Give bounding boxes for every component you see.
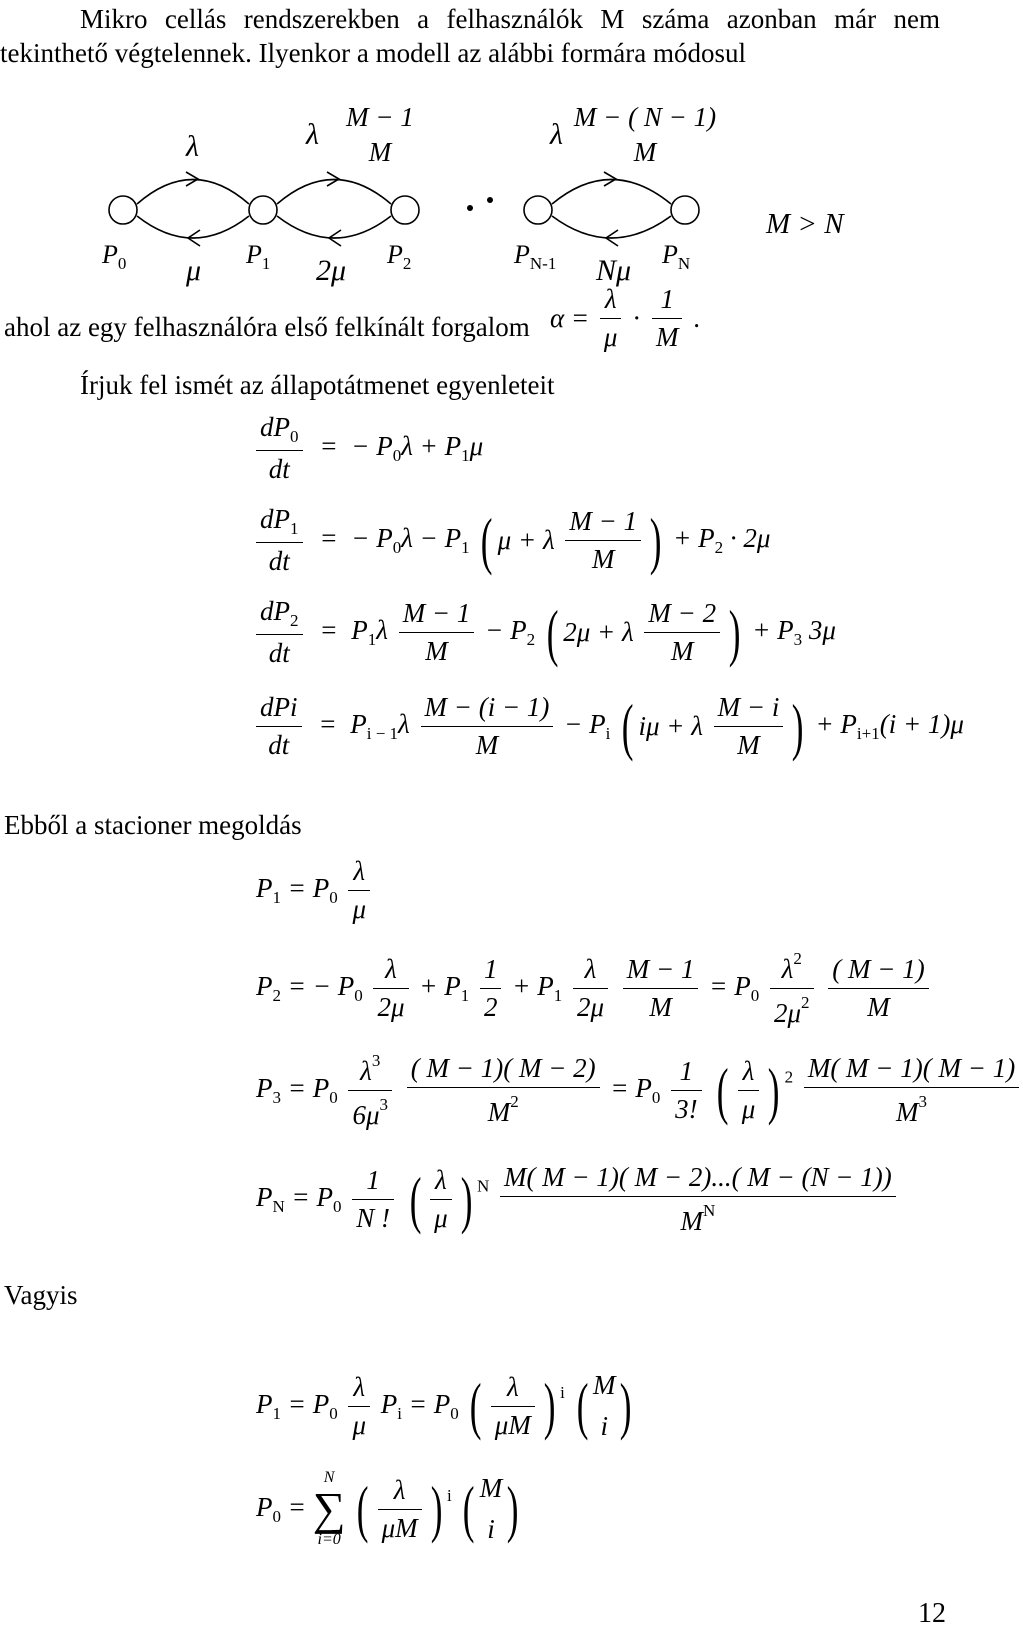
eq-p1: $P_1 = P_0$ $\frac{\lambda}{\mu}$ bbox=[256, 858, 374, 923]
eq-p2: $P_2$ = − $P_0$ $\frac{\lambda}{2\mu}$ + $P_1$ $\frac{1}{2}$ + $P_1$ $\frac{\lambda}{2\mu}$ $\frac{M - 1}{M}$ = $P_0$ $\frac{\lambda^2}{2\mu^2}$ $\frac{( M - 1)}{M}$ bbox=[256, 950, 933, 1027]
intro-text: Mikro cellás rendszerekben a felhasználók M száma azonban már nem tekinthető végtelennek. Ilyenkor a modell az alábbi formára módosul bbox=[0, 4, 940, 68]
rate-fraction-3-den: M bbox=[633, 137, 657, 167]
write-equations-text: Írjuk fel ismét az állapotátmenet egyenleteit bbox=[80, 370, 555, 400]
rate-fraction-3-num: M − ( N − 1) bbox=[573, 102, 717, 132]
eq-dpi: $\frac{\text{dPi}}{dt}$ = $P_{i - 1}\lambda$ $\frac{M - (i - 1)}{M}$ − $P_i$ ( iμ + λ $\frac{M - i}{M}$ ) + $P_{i+1}(i + 1)\mu$ bbox=[252, 694, 964, 759]
eq-dp0: $\frac{dP_0}{dt}$ = − $P_0\lambda + P_1\mu$ bbox=[252, 414, 483, 483]
rate-fraction-2-den: M bbox=[368, 137, 392, 167]
arc-forward-1 bbox=[137, 180, 249, 205]
rate-lambda-2: λ bbox=[306, 118, 319, 151]
rate-mu-3: Nμ bbox=[596, 254, 632, 287]
rate-fraction-2-num: M − 1 bbox=[346, 102, 414, 132]
dot-2 bbox=[487, 197, 493, 203]
state-label-p2: $P_2$ bbox=[387, 240, 412, 273]
state-label-p1: $P_1$ bbox=[246, 240, 271, 273]
alpha-text: ahol az egy felhasználóra első felkínált forgalom bbox=[4, 312, 530, 342]
state-circle-1 bbox=[249, 196, 277, 224]
vagyis-text: Vagyis bbox=[4, 1280, 78, 1310]
alpha-formula: α = $\frac{\lambda}{\mu}$ · $\frac{1}{M}$ . bbox=[550, 284, 700, 352]
intro-paragraph bbox=[0, 2, 940, 70]
page-number: 12 bbox=[918, 1598, 946, 1629]
eq-dp2: $\frac{dP_2}{dt}$ = $P_1\lambda$ $\frac{M - 1}{M}$ − $P_2$ ( 2μ + λ $\frac{M - 2}{M}$ ) + $P_3$ 3μ bbox=[252, 598, 836, 667]
eq-dp1: $\frac{dP_1}{dt}$ = − $P_0\lambda - P_1$ ( μ + λ $\frac{M - 1}{M}$ ) + $P_2 \cdot 2\mu$ bbox=[252, 506, 770, 575]
eq-p0-sum: $P_0 = N$ ∑ i=0 ( $\frac{\lambda}{\mu M}$ ) $^i$ ( M i ) bbox=[256, 1469, 519, 1548]
rate-mu-1: μ bbox=[186, 254, 202, 287]
arc-forward-2 bbox=[277, 180, 391, 205]
state-diagram bbox=[0, 100, 960, 300]
rate-fraction-2 bbox=[340, 104, 420, 166]
rate-lambda-3: λ bbox=[550, 118, 563, 151]
state-circle-2 bbox=[391, 196, 419, 224]
rate-fraction-3 bbox=[570, 104, 720, 166]
state-label-pn: $P_N$ bbox=[662, 240, 691, 273]
state-circle-0 bbox=[109, 196, 137, 224]
condition-m-gt-n: M > N bbox=[766, 208, 844, 240]
eq-p3: $P_3 = P_0$ $\frac{\lambda^3}{6\mu^3}$ $\frac{( M - 1)( M - 2)}{M^2}$ = $P_0$ $\frac{1}{3!}$ ( $\frac{\lambda}{\mu}$ ) $^2$ $\frac{M( M - 1)( M - 1)}{M^3}$ bbox=[256, 1052, 1023, 1129]
arc-forward-3 bbox=[552, 180, 671, 205]
state-circle-n bbox=[671, 196, 699, 224]
eq-p1-pi: $P_1 = P_0$ $\frac{\lambda}{\mu}$ $P_i = P_0$ ( $\frac{\lambda}{\mu M}$ ) $^i$ ( M i ) bbox=[256, 1370, 632, 1441]
dot-1 bbox=[467, 205, 473, 211]
state-label-pn-1: $P_{N-1}$ bbox=[514, 240, 557, 273]
rate-lambda-1: λ bbox=[186, 130, 199, 163]
eq-pn: $P_N = P_0$ $\frac{1}{N !}$ ( $\frac{\lambda}{\mu}$ ) $^N$ $\frac{M( M - 1)( M - 2)...( M - (N - 1))}{M^N}$ bbox=[256, 1164, 900, 1235]
state-label-p0: $P_0$ bbox=[102, 240, 127, 273]
rate-mu-2: 2μ bbox=[316, 254, 347, 287]
stationary-text: Ebből a stacioner megoldás bbox=[4, 810, 302, 840]
state-circle-n-1 bbox=[524, 196, 552, 224]
